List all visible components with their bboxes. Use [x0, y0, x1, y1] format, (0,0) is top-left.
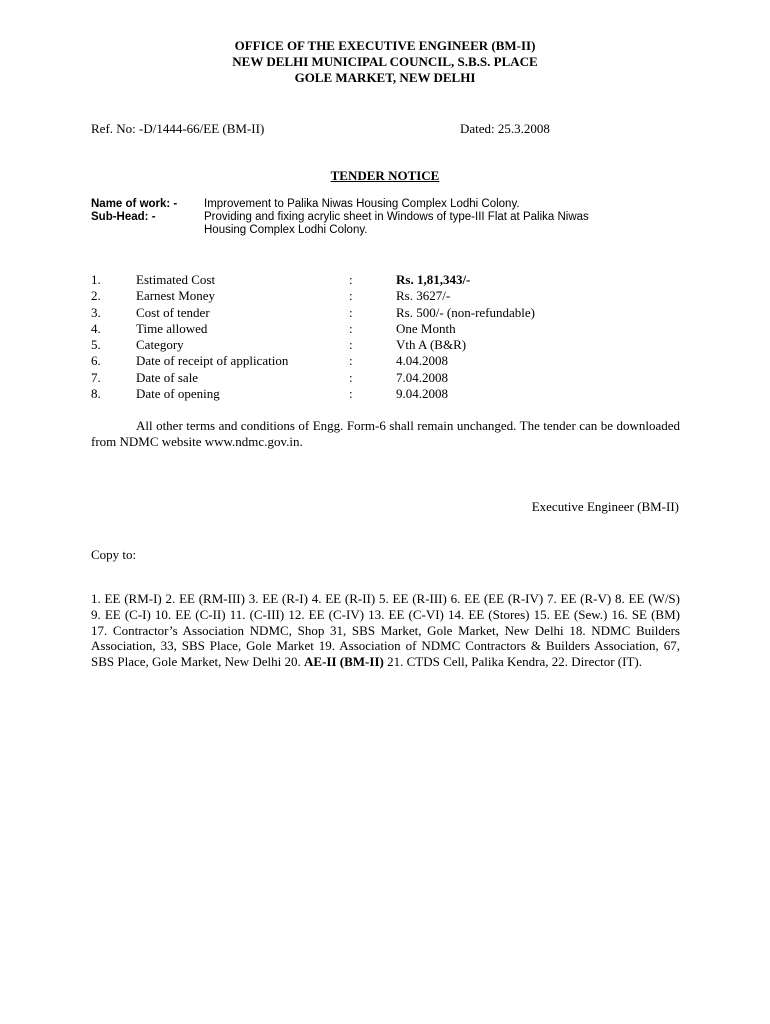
item-colon: : — [349, 386, 353, 402]
subhead-label: Sub-Head: - — [91, 211, 156, 223]
office-header — [0, 38, 770, 86]
item-label: Earnest Money — [136, 288, 216, 304]
signature: Executive Engineer (BM-II) — [531, 499, 679, 514]
item-colon: : — [349, 320, 353, 336]
item-value: Rs. 1,81,343/- — [396, 272, 471, 287]
subhead-value-line-1: Providing and fixing acrylic sheet in Windows of type-III Flat at Palika Niwas — [204, 211, 589, 223]
item-number: 2. — [91, 288, 101, 304]
item-label: Estimated Cost — [136, 272, 216, 287]
copy-list-part-2: 21. CTDS Cell, Palika Kendra, 22. Director (IT). — [387, 654, 642, 670]
list-item — [91, 337, 691, 353]
header-line-2: NEW DELHI MUNICIPAL COUNCIL, S.B.S. PLACE — [232, 54, 538, 69]
item-label: Date of sale — [136, 369, 199, 385]
tender-items — [91, 272, 691, 402]
list-item — [91, 386, 691, 402]
terms-paragraph — [91, 418, 680, 450]
list-item — [91, 272, 691, 288]
document-title: TENDER NOTICE — [330, 168, 440, 183]
item-label: Time allowed — [136, 320, 208, 336]
list-item — [91, 305, 691, 321]
item-colon: : — [349, 353, 353, 369]
item-number: 5. — [91, 337, 101, 353]
copy-list-bold: AE-II (BM-II) — [304, 654, 384, 670]
item-label: Category — [136, 337, 184, 353]
item-number: 4. — [91, 320, 101, 336]
item-number: 3. — [91, 304, 101, 320]
item-label: Cost of tender — [136, 304, 210, 320]
subhead-value-line-2: Housing Complex Lodhi Colony. — [204, 224, 368, 236]
list-item — [91, 370, 691, 386]
item-colon: : — [349, 304, 353, 320]
name-of-work-value: Improvement to Palika Niwas Housing Complex Lodhi Colony. — [204, 198, 520, 210]
reference-number: Ref. No: -D/1444-66/EE (BM-II) — [91, 121, 265, 136]
header-line-1: OFFICE OF THE EXECUTIVE ENGINEER (BM-II) — [234, 38, 536, 53]
item-value: One Month — [396, 320, 456, 336]
list-item — [91, 353, 691, 369]
date: Dated: 25.3.2008 — [460, 121, 550, 136]
item-number: 6. — [91, 353, 101, 369]
copy-list-part-1: 1. EE (RM-I) 2. EE (RM-III) 3. EE (R-I) 4. EE (R-II) 5. EE (R-III) 6. EE (EE (R-IV) 7. EE (R-V) 8. EE (W/S) 9. EE (C-I) 10. EE (C-II) 11. (C-III) 12. EE (C-IV) 13. EE (C-VI) 14. EE (Stores) 15. EE (Sew.) 16. SE (BM) 17. Contractor’s Association NDMC, Shop 31, SBS Market, Gole Market, New Delhi 18. NDMC Builders Association, 33, SBS Place, Gole Market 19. Association of NDMC Contractors & Builders Association, 67, SBS Place, Gole Market, New Delhi 20. — [91, 591, 680, 670]
item-number: 1. — [91, 272, 101, 287]
item-value: 9.04.2008 — [396, 386, 448, 402]
item-value: 7.04.2008 — [396, 369, 448, 385]
work-details — [91, 198, 691, 237]
name-of-work-label: Name of work: - — [91, 198, 178, 210]
list-item — [91, 321, 691, 337]
item-colon: : — [349, 288, 353, 304]
item-value: 4.04.2008 — [396, 353, 448, 369]
item-colon: : — [349, 337, 353, 353]
item-label: Date of receipt of application — [136, 353, 289, 369]
item-label: Date of opening — [136, 386, 220, 402]
header-line-3: GOLE MARKET, NEW DELHI — [294, 70, 476, 85]
item-value: Rs. 500/- (non-refundable) — [396, 304, 535, 320]
copy-to-label: Copy to: — [91, 547, 137, 562]
item-number: 7. — [91, 369, 101, 385]
item-colon: : — [349, 272, 353, 287]
item-value: Rs. 3627/- — [396, 288, 451, 304]
item-number: 8. — [91, 386, 101, 402]
list-item — [91, 288, 691, 304]
terms-text: All other terms and conditions of Engg. Form-6 shall remain unchanged. The tender can be downloaded from NDMC website www.ndmc.gov.in. — [91, 418, 680, 449]
item-value: Vth A (B&R) — [396, 337, 467, 353]
item-colon: : — [349, 369, 353, 385]
copy-to-list — [91, 591, 680, 670]
